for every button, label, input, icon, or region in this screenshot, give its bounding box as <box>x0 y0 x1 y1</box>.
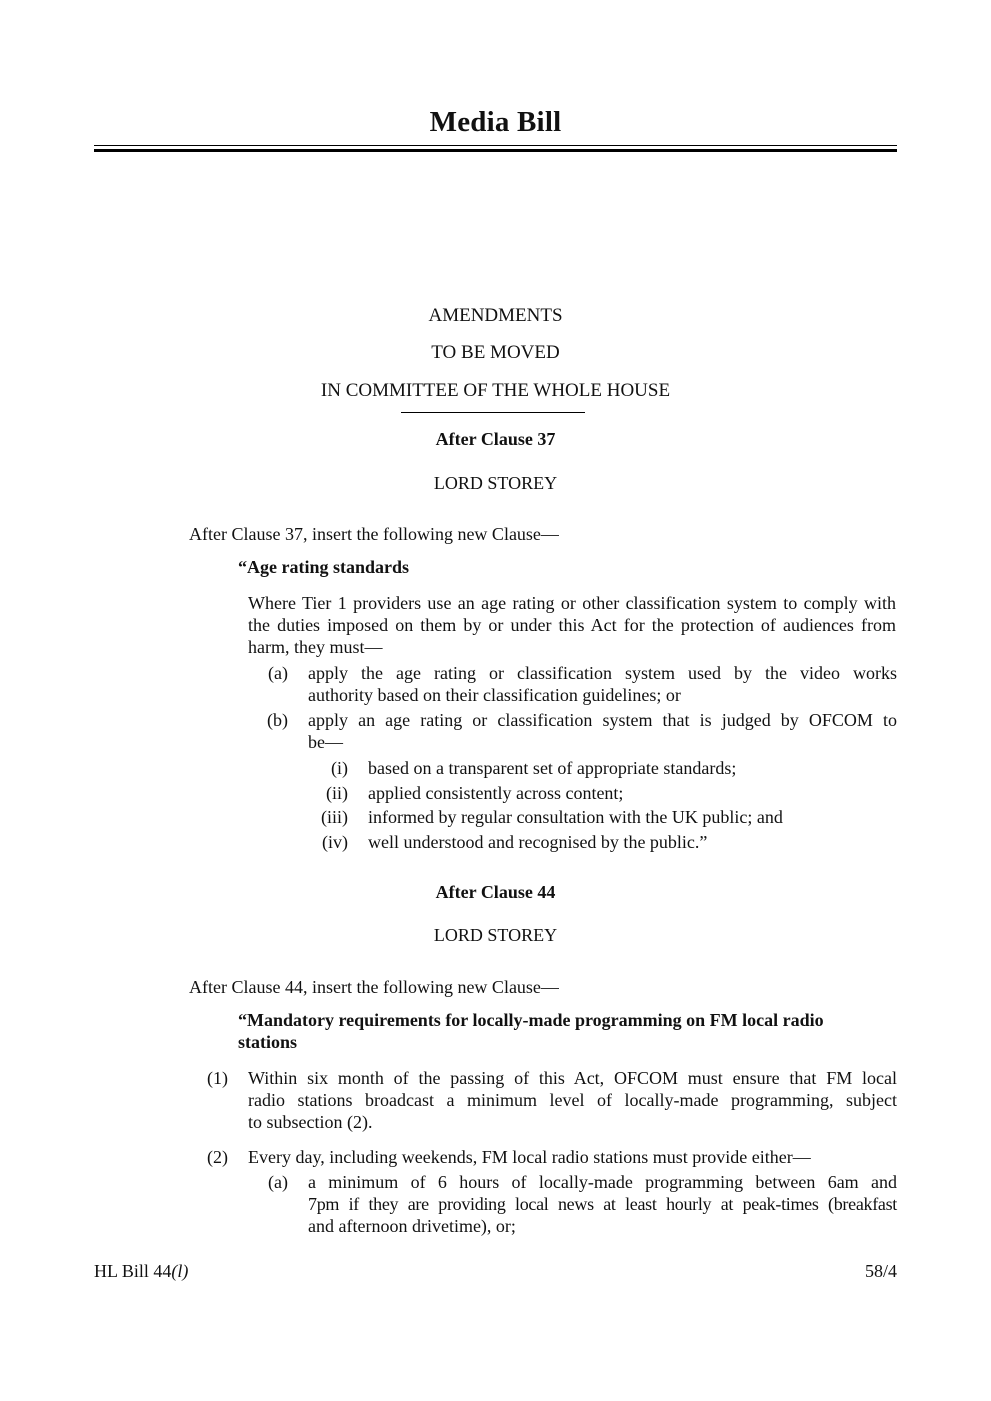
amendment-mover: LORD STOREY <box>433 925 558 945</box>
subsection-text-line: Within six month of the passing of this Act, OFCOM must ensure that FM local <box>248 1068 897 1088</box>
item-label: (b) <box>267 710 288 730</box>
bill-ref-suffix: (l) <box>171 1261 189 1281</box>
page-reference: 58/4 <box>864 1261 897 1281</box>
subitem-label: (iii) <box>321 807 348 827</box>
item-text-line: apply an age rating or classification system that is judged by OFCOM to <box>308 710 897 730</box>
amendment-instruction: After Clause 37, insert the following new Clause— <box>189 524 559 544</box>
bill-ref-number: HL Bill 44 <box>94 1261 172 1281</box>
subsection-text-line: to subsection (2). <box>248 1112 373 1132</box>
title-rule-thick <box>94 149 897 152</box>
item-text-line: apply the age rating or classification system used by the video works <box>308 663 897 683</box>
subitem-label: (i) <box>331 758 348 778</box>
preamble-committee: IN COMMITTEE OF THE WHOLE HOUSE <box>320 380 671 401</box>
preamble-to-be-moved: TO BE MOVED <box>431 342 560 363</box>
subitem-text: applied consistently across content; <box>368 783 624 803</box>
item-text-line: be— <box>308 732 343 752</box>
document-title: Media Bill <box>429 106 562 138</box>
preamble-amendments: AMENDMENTS <box>428 305 563 326</box>
subsection-label: (1) <box>207 1068 228 1088</box>
item-text-line: a minimum of 6 hours of locally-made programming between 6am and <box>308 1172 897 1192</box>
item-text-line: and afternoon drivetime), or; <box>308 1216 516 1236</box>
subsection-text-line: radio stations broadcast a minimum level of locally-made programming, subject <box>248 1090 897 1110</box>
amendment-heading: After Clause 44 <box>435 882 556 902</box>
subsection-label: (2) <box>207 1147 228 1167</box>
item-label: (a) <box>268 663 288 683</box>
subsection-text-line: Every day, including weekends, FM local radio stations must provide either— <box>248 1147 811 1167</box>
title-rule-thin <box>94 145 897 146</box>
amendment-mover: LORD STOREY <box>433 473 558 493</box>
clause-title-cont: stations <box>238 1032 298 1052</box>
preamble-divider <box>401 412 585 413</box>
bill-reference <box>94 1261 188 1282</box>
clause-title: “Mandatory requirements for locally-made programming on FM local radio <box>238 1010 824 1030</box>
amendment-instruction: After Clause 44, insert the following new Clause— <box>189 977 559 997</box>
subitem-text: informed by regular consultation with the UK public; and <box>368 807 783 827</box>
amendment-heading: After Clause 37 <box>435 429 556 449</box>
subitem-text: based on a transparent set of appropriate standards; <box>368 758 737 778</box>
clause-title: “Age rating standards <box>238 557 410 577</box>
clause-intro: Where Tier 1 providers use an age rating or other classification system to comply with the duties imposed on them by or under this Act for the protection of audiences from harm, they must— <box>248 593 896 657</box>
item-text-line: authority based on their classification guidelines; or <box>308 685 681 705</box>
subitem-text: well understood and recognised by the public.” <box>368 832 708 852</box>
subitem-label: (iv) <box>322 832 348 852</box>
item-label: (a) <box>268 1172 288 1192</box>
item-text-line: 7pm if they are providing local news at least hourly at peak-times (breakfast <box>308 1194 897 1214</box>
subitem-label: (ii) <box>326 783 348 803</box>
